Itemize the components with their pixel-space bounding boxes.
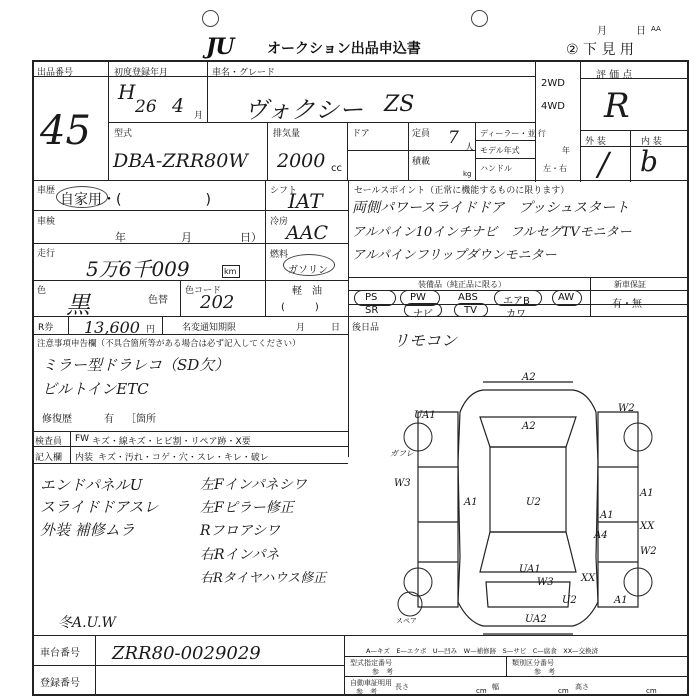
cert-width: 幅: [492, 683, 499, 691]
color-code-value: 202: [200, 292, 235, 313]
equip-ps: PS: [365, 292, 378, 303]
first-reg-year: 26: [135, 97, 157, 117]
fuel-value: ガソリン: [288, 265, 328, 276]
capacity-value: 7: [448, 128, 459, 148]
r-ticket-unit: 円: [146, 325, 156, 335]
dmg-a4: A4: [594, 530, 608, 541]
handle-value: 左・右: [543, 164, 567, 173]
shift-value: IAT: [288, 189, 323, 213]
dmg-gafure: ガフレ: [390, 449, 414, 458]
cert-cm-1: cm: [476, 687, 487, 695]
aa-label: AA: [651, 25, 661, 33]
r-ticket-value: 13,600: [84, 318, 140, 337]
inspector-label: 検査員: [35, 437, 63, 447]
equip-abs: ABS: [458, 292, 478, 303]
ju-logo: JU: [206, 34, 234, 60]
listing-no-label: 出品番号: [37, 68, 74, 78]
category-no-ref: 参 考: [534, 668, 555, 676]
new-car-warranty-label: 新車保証: [614, 280, 646, 289]
equip-tv: TV: [464, 305, 477, 316]
dmg-w2-fr: W2: [618, 403, 635, 414]
capacity-label: 定員: [412, 129, 431, 139]
dealer-label: ディーラー・並 行: [480, 129, 546, 138]
spare-label: スペア: [396, 617, 417, 625]
ac-label: 冷房: [270, 217, 289, 227]
entry-items: キズ・汚れ・コゲ・穴・スレ・キレ・破レ: [98, 453, 269, 463]
int-label: 内 装: [641, 137, 662, 147]
equip-navi: ナビ: [413, 309, 433, 320]
listing-no-value: 45: [40, 108, 91, 154]
dmg-ua1-rear: UA1: [519, 564, 541, 575]
equip-airbag: エアB: [503, 296, 530, 307]
inspection-label: 車検: [37, 217, 56, 227]
first-reg-label: 初度登録年月: [114, 68, 169, 78]
displacement-value: 2000: [277, 150, 326, 172]
sales-point-3: アルパインフリップダウンモニター: [352, 248, 557, 263]
sales-points-label: セールスポイント（正常に機能するものに限ります）: [354, 186, 570, 196]
fuel-paren: ( ): [281, 302, 319, 313]
cert-cm-2: cm: [558, 687, 569, 695]
rating-label: 評 価 点: [596, 70, 633, 81]
note-line-1: ミラー型ドラレコ（SD欠）: [42, 356, 230, 374]
remark-left-2: スライドドアスレ: [40, 498, 159, 516]
model-year-unit: 年: [562, 146, 570, 155]
punch-hole-left: [202, 10, 219, 27]
name-change-label: 名変通知期限: [182, 323, 237, 333]
cert-cm-3: cm: [646, 687, 657, 695]
color-value: 黒: [66, 291, 90, 319]
dmg-xx-r: XX: [640, 521, 655, 532]
chassis-label: 車台番号: [40, 648, 80, 659]
name-change-month: 月: [296, 323, 306, 333]
dmg-a2-roof: A2: [522, 421, 536, 432]
car-grade-value: ZS: [384, 92, 415, 117]
chassis-value: ZRR80-0029029: [112, 643, 261, 664]
equip-pw: PW: [410, 292, 426, 303]
after-market-value: リモコン: [393, 331, 458, 350]
type-designation-label: 型式指定番号: [350, 659, 392, 667]
load-label: 積載: [412, 157, 431, 167]
dmg-a1-rear: A1: [614, 595, 628, 606]
entry-label: 記入欄: [35, 453, 63, 463]
displacement-label: 排気量: [273, 129, 301, 139]
inspection-year-unit: 年: [115, 231, 126, 244]
remark-left-1: エンドパネルU: [40, 476, 143, 494]
car-name-label: 車名・グレード: [212, 68, 276, 78]
remark-right-4: 右Rインパネ: [200, 547, 280, 563]
new-car-warranty-value: 有・無: [612, 299, 642, 310]
copy-label: ② 下 見 用: [566, 42, 634, 58]
model-value: DBA-ZRR80W: [113, 150, 248, 172]
load-unit: kg: [463, 170, 472, 178]
remark-right-2: 左Fピラー修正: [200, 500, 294, 516]
equip-aw: AW: [558, 292, 575, 303]
use-type-value: 自家用・( ): [60, 192, 211, 208]
remark-right-3: Rフロアシワ: [200, 523, 280, 539]
remark-right-5: 右Rタイヤハウス修正: [200, 571, 327, 586]
cert-height: 高さ: [575, 683, 589, 691]
mileage-unit: km: [224, 267, 237, 276]
equipment-label: 装備品（純正品に限る）: [418, 280, 506, 289]
note-line-2: ビルトインETC: [42, 380, 149, 398]
model-year-label: モデル年式: [480, 146, 520, 155]
fuel-opt: 軽 油: [292, 286, 322, 297]
sales-point-1: 両側パワースライドドア プッシュスタート: [352, 200, 630, 216]
month-label: 月: [597, 26, 607, 37]
dmg-a1-l: A1: [464, 497, 478, 508]
capacity-unit: 人: [465, 143, 475, 153]
door-label: ドア: [352, 129, 370, 139]
mileage-label: 走行: [37, 249, 56, 259]
color-label: 色: [37, 286, 47, 296]
equip-sr: SR: [365, 305, 379, 316]
dmg-w3-l: W3: [394, 478, 411, 489]
ext-value: /: [598, 145, 609, 183]
form-title: オークション出品申込書: [267, 41, 421, 57]
drive-2wd: 2WD: [541, 78, 565, 89]
dmg-a2-top: A2: [522, 372, 536, 383]
displacement-unit: cc: [331, 163, 342, 174]
color-change-label: 色替: [148, 295, 168, 306]
repair-place: ［箇所: [126, 414, 156, 425]
use-type-label: 車歴: [37, 186, 56, 196]
remark-left-3: 外装 補修ムラ: [40, 521, 135, 539]
damage-legend: A—キズ E—エクボ U—凹み W—補修跡 S—サビ C—腐食 XX—交換済: [366, 647, 599, 655]
cert-label: 自動車証明用: [350, 679, 392, 687]
equip-leather: カワ: [506, 309, 526, 320]
dmg-u2-rear: U2: [562, 595, 577, 606]
mileage-value: 5万6千009: [86, 257, 190, 281]
day-label: 日: [636, 26, 646, 37]
dmg-u2: U2: [526, 497, 541, 508]
dmg-xx-rear: XX: [581, 573, 596, 584]
ext-label: 外 装: [585, 137, 606, 147]
int-value: b: [640, 145, 658, 178]
car-name-value: ヴォクシー: [244, 96, 364, 124]
drive-4wd: 4WD: [541, 101, 565, 112]
remark-right-1: 左Fインパネシワ: [200, 477, 307, 493]
dmg-a1-r2: A1: [600, 510, 614, 521]
first-reg-month: 4: [172, 95, 185, 117]
fuel-label: 燃料: [270, 250, 289, 260]
notes-label: 注意事項申告欄（不具合箇所等がある場合は必ず記入してください）: [37, 339, 301, 349]
inspector-fw: FW: [75, 434, 90, 444]
rating-value: R: [604, 86, 630, 126]
tire-note: 冬A.U.W: [58, 615, 116, 631]
cert-ref: 参 考: [356, 688, 377, 696]
punch-hole-right: [471, 10, 488, 27]
fuel-circle: [283, 254, 335, 276]
category-no-label: 類別区分番号: [512, 659, 554, 667]
handle-label: ハンドル: [480, 164, 512, 173]
registration-label: 登録番号: [40, 678, 80, 689]
first-reg-era: H: [118, 80, 136, 104]
sales-point-2: アルパイン10インチナビ フルセグTVモニター: [352, 225, 632, 240]
inspector-items: キズ・線キズ・ヒビ割・リペア跡・X要: [92, 437, 251, 447]
inspection-month-unit: 月: [181, 231, 192, 244]
cert-length: 長さ: [395, 683, 409, 691]
dmg-ua1: UA1: [414, 410, 436, 421]
dmg-w2-rr: W2: [640, 546, 657, 557]
dmg-w3-rear: W3: [537, 577, 554, 588]
shift-label: シフト: [270, 186, 298, 196]
model-label: 型式: [114, 129, 133, 139]
dmg-a1-r1: A1: [640, 488, 654, 499]
repair-label: 修復歴: [42, 414, 72, 425]
after-market-label: 後日品: [352, 323, 380, 333]
name-change-day: 日: [331, 323, 341, 333]
inspection-day-unit: 日）: [240, 231, 262, 244]
color-code-label: 色コード: [185, 286, 222, 296]
entry-interior: 内装: [75, 453, 94, 463]
use-type-circle: [56, 186, 108, 208]
type-designation-ref: 参 考: [372, 668, 393, 676]
ac-value: AAC: [286, 222, 328, 244]
r-ticket-label: R券: [38, 323, 54, 333]
dmg-ua2: UA2: [525, 614, 547, 625]
first-reg-month-unit: 月: [194, 111, 204, 121]
repair-yes: 有: [104, 414, 114, 425]
